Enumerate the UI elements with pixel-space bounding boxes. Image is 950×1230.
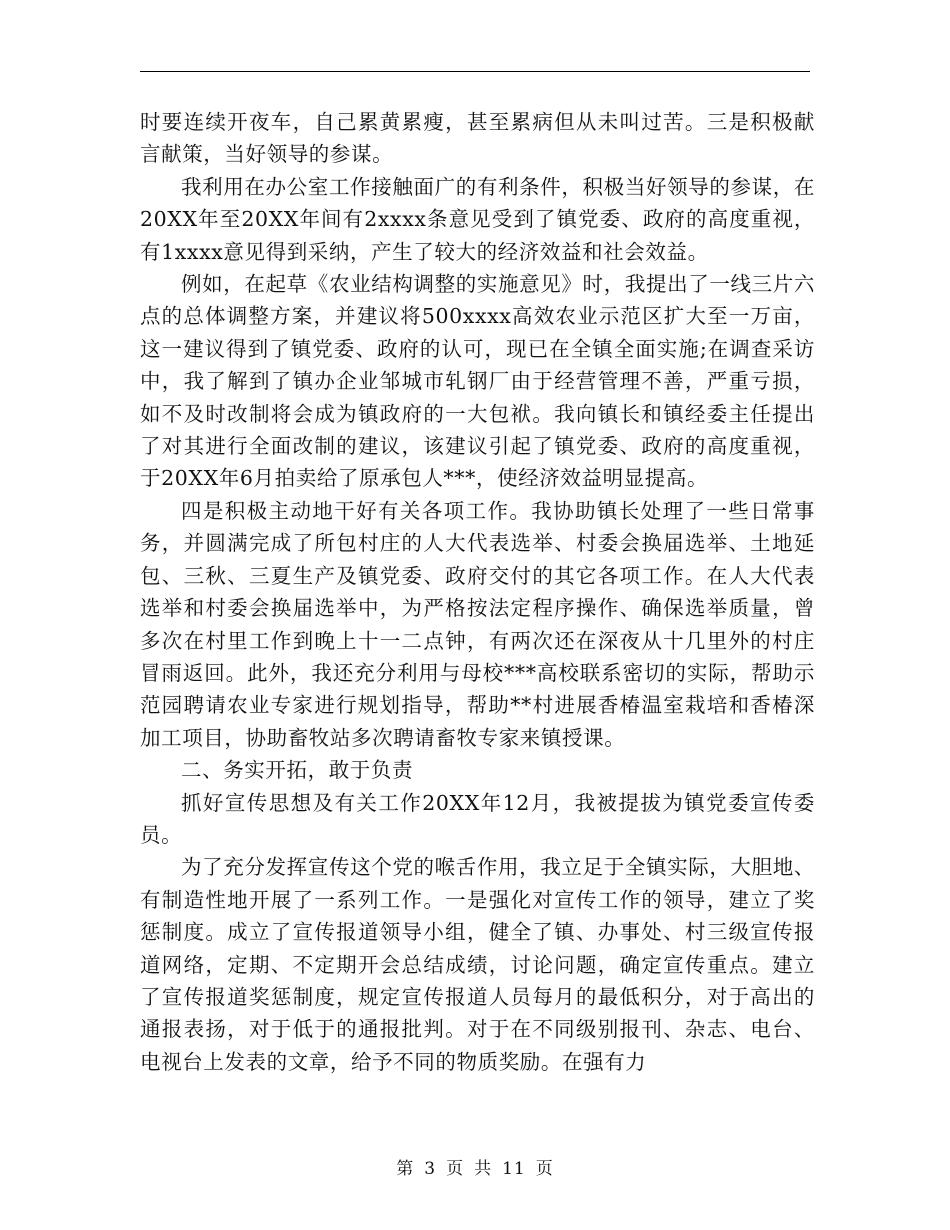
footer-ye: 页 bbox=[446, 1159, 465, 1179]
footer-total-pages: 11 bbox=[502, 1159, 526, 1179]
paragraph-6: 为了充分发挥宣传这个党的喉舌作用，我立足于全镇实际，大胆地、有制造性地开展了一系列工作。一是强化对宣传工作的领导，建立了奖惩制度。成立了宣传报道领导小组，健全了镇、办事处、村三级宣传报道网络，定期、不定期开会总结成绩，讨论问题，确定宣传重点。建立了宣传报道奖惩制度，规定宣传报道人员每月的最低积分，对于高出的通报表扬，对于低于的通报批判。对于在不同级别报刊、杂志、电台、电视台上发表的文章，给予不同的物质奖励。在强有力 bbox=[140, 855, 815, 1074]
footer-gong: 共 bbox=[474, 1159, 493, 1179]
footer-ye-end: 页 bbox=[535, 1159, 554, 1179]
page-footer bbox=[0, 1154, 950, 1179]
section-heading: 二、务实开拓，敢于负责 bbox=[181, 758, 414, 783]
header-rule bbox=[140, 71, 810, 72]
paragraph-1: 时要连续开夜车，自己累黄累瘦，甚至累病但从未叫过苦。三是积极献言献策，当好领导的参谋。 bbox=[140, 110, 815, 167]
paragraph-3: 例如，在起草《农业结构调整的实施意见》时，我提出了一线三片六点的总体调整方案，并建议将500xxxx高效农业示范区扩大至一万亩，这一建议得到了镇党委、政府的认可，现已在全镇全面实施;在调查采访中，我了解到了镇办企业邹城市轧钢厂由于经营管理不善，严重亏损，如不及时改制将会成为镇政府的一大包袱。我向镇长和镇经委主任提出了对其进行全面改制的建议，该建议引起了镇党委、政府的高度重视，于20XX年6月拍卖给了原承包人***，使经济效益明显提高。 bbox=[140, 272, 815, 491]
paragraph-4: 四是积极主动地干好有关各项工作。我协助镇长处理了一些日常事务，并圆满完成了所包村庄的人大代表选举、村委会换届选举、土地延包、三秋、三夏生产及镇党委、政府交付的其它各项工作。在人大代表选举和村委会换届选举中，为严格按法定程序操作、确保选举质量，曾多次在村里工作到晚上十一二点钟，有两次还在深夜从十几里外的村庄冒雨返回。此外，我还充分利用与母校***高校联系密切的实际，帮助示范园聘请农业专家进行规划指导，帮助**村进展香椿温室栽培和香椿深加工项目，协助畜牧站多次聘请畜牧专家来镇授课。 bbox=[140, 498, 815, 750]
footer-page-number: 3 bbox=[424, 1159, 437, 1179]
document-body bbox=[140, 106, 815, 1078]
footer-di: 第 bbox=[396, 1159, 415, 1179]
paragraph-2: 我利用在办公室工作接触面广的有利条件，积极当好领导的参谋，在20XX年至20XX年间有2xxxx条意见受到了镇党委、政府的高度重视，有1xxxx意见得到采纳，产生了较大的经济效益和社会效益。 bbox=[140, 174, 815, 264]
paragraph-5: 抓好宣传思想及有关工作20XX年12月，我被提拔为镇党委宣传委员。 bbox=[140, 790, 815, 847]
